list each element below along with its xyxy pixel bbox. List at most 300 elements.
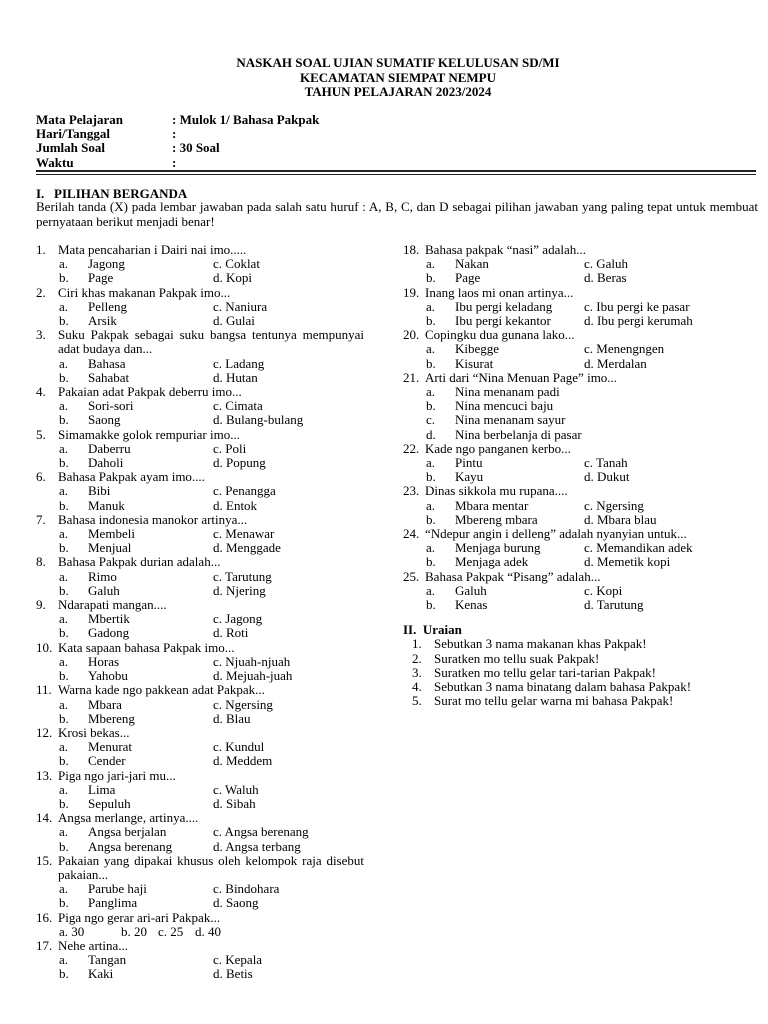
option-b	[426, 470, 584, 484]
option-c: c. Jagong	[213, 611, 263, 627]
option-b	[59, 584, 213, 598]
question-text: Pakaian yang dipakai khusus oleh kelompok raja disebut pakaian...	[58, 852, 364, 882]
option-text: Kenas	[455, 597, 488, 613]
info-value: : 30 Soal	[172, 140, 220, 156]
header-district: KECAMATAN SIEMPAT NEMPU	[300, 69, 496, 85]
option-a	[59, 527, 213, 541]
option-b	[59, 797, 213, 811]
option-letter: b.	[426, 313, 436, 329]
option-d: d. Njering	[213, 582, 266, 598]
option-letter: b.	[59, 540, 69, 556]
option-text: Daholi	[88, 455, 124, 471]
question-item	[36, 641, 364, 684]
option-a	[59, 783, 213, 797]
option-text: Rimo	[88, 568, 117, 584]
question-text: Bahasa indonesia manokor artinya...	[58, 511, 248, 527]
option-text: Angsa berenang	[88, 838, 173, 854]
question-number: 14.	[36, 810, 53, 826]
header-title: NASKAH SOAL UJIAN SUMATIF KELULUSAN SD/MI	[236, 55, 560, 70]
option-d: d. Popung	[213, 455, 266, 471]
option-text: Menjual	[88, 540, 132, 556]
option-letter: b.	[426, 597, 436, 613]
info-label: Waktu	[36, 154, 74, 170]
option-letter: a.	[59, 526, 69, 542]
option-text: Membeli	[88, 526, 135, 542]
question-text: Piga ngo gerar ari-ari Pakpak...	[58, 909, 221, 925]
option-letter: a.	[59, 781, 69, 797]
option-letter: a.	[426, 497, 436, 513]
option-b	[426, 271, 584, 285]
option-c: c. Kopi	[584, 582, 623, 598]
question-line	[403, 570, 730, 584]
option-a	[59, 300, 213, 314]
question-number: 2.	[36, 284, 46, 300]
question-text: Ndarapati mangan....	[58, 597, 167, 613]
option-b	[426, 598, 584, 612]
info-label: Mata Pelajaran	[36, 112, 124, 127]
info-row	[36, 141, 319, 155]
question-number: 4.	[36, 384, 46, 400]
option-c: c. Ladang	[213, 355, 265, 371]
option-letter: a.	[59, 653, 69, 669]
questions-column-right	[403, 243, 730, 709]
option-text: Panglima	[88, 895, 138, 911]
option-a	[59, 357, 213, 371]
option-d: d. Gulai	[213, 313, 255, 329]
option-c: c. Galuh	[584, 256, 629, 272]
option-letter: b.	[59, 895, 69, 911]
option-letter: b.	[59, 795, 69, 811]
question-text: Simamakke golok rempuriar imo...	[58, 426, 240, 442]
question-number: 8.	[36, 554, 46, 570]
option-d: d. Meddem	[213, 753, 273, 769]
option-c: c. Kundul	[213, 739, 265, 755]
option-c: c. Kepala	[213, 952, 263, 968]
option-c: c. Penangga	[213, 483, 276, 499]
question-item	[403, 570, 730, 613]
question-text: Nehe artina...	[58, 937, 129, 953]
option-letter: a.	[426, 341, 436, 357]
info-value: :	[172, 126, 177, 142]
option-text: Nina menanam padi	[455, 384, 560, 400]
option-letter: a.	[426, 582, 436, 598]
info-row	[36, 156, 319, 170]
question-line	[403, 286, 730, 300]
option-text: Ibu pergi keladang	[455, 298, 553, 314]
option-letter: b.	[59, 497, 69, 513]
question-item	[403, 243, 730, 286]
options-grid	[36, 257, 364, 285]
question-item	[36, 769, 364, 812]
option-a	[426, 342, 584, 356]
option-d: d. Memetik kopi	[584, 554, 671, 570]
question-item	[36, 683, 364, 726]
question-text: Copingku dua gunana lako...	[425, 327, 575, 343]
options-grid	[36, 300, 364, 328]
option-d: d. Roti	[213, 625, 249, 641]
option-d: d. Merdalan	[584, 355, 647, 371]
option-letter: a.	[59, 398, 69, 414]
question-number: 16.	[36, 909, 53, 925]
question-item	[36, 286, 364, 329]
option-b	[59, 499, 213, 513]
option	[426, 385, 730, 399]
option-d: d. Beras	[584, 270, 627, 286]
option-letter: b.	[59, 753, 69, 769]
question-number: 9.	[36, 597, 46, 613]
essay-text: Sebutkan 3 nama binatang dalam bahasa Pakpak!	[434, 679, 692, 695]
info-label: Jumlah Soal	[36, 140, 105, 156]
option-d: d. Dukut	[584, 469, 630, 485]
option-text: Mbara mentar	[455, 497, 529, 513]
option-b	[59, 626, 213, 640]
option-b	[59, 271, 213, 285]
option-letter: a.	[59, 483, 69, 499]
question-line	[36, 641, 364, 655]
options-grid	[36, 655, 364, 683]
essay-text: Surat mo tellu gelar warna mi bahasa Pakpak!	[434, 693, 674, 709]
options-grid	[403, 342, 730, 370]
question-text: Angsa merlange, artinya....	[58, 810, 199, 826]
question-number: 24.	[403, 526, 420, 542]
question-text: Bahasa Pakpak durian adalah...	[58, 554, 221, 570]
option-text: Sahabat	[88, 369, 130, 385]
option-text: Page	[455, 270, 481, 286]
question-number: 6.	[36, 469, 46, 485]
option: d. 40	[195, 923, 221, 939]
option-letter: a.	[59, 298, 69, 314]
option-c: c. Menawar	[213, 526, 275, 542]
question-text: Arti dari “Nina Menuan Page” imo...	[425, 369, 618, 385]
option: a. 30	[59, 923, 85, 939]
options-inline	[36, 925, 364, 939]
question-text: Piga ngo jari-jari mu...	[58, 767, 176, 783]
option-text: Menjaga burung	[455, 540, 541, 556]
option-letter: c.	[426, 412, 436, 428]
essay-number: 1.	[412, 636, 422, 652]
options-grid	[36, 612, 364, 640]
option-text: Manuk	[88, 497, 125, 513]
option-letter: b.	[59, 313, 69, 329]
options-list	[403, 385, 730, 442]
info-row	[36, 127, 319, 141]
essay-section-title: II. Uraian	[403, 622, 462, 638]
option-text: Horas	[88, 653, 120, 669]
options-grid	[36, 484, 364, 512]
question-text: Bahasa pakpak “nasi” adalah...	[425, 242, 586, 257]
question-item	[36, 328, 364, 385]
option-letter: a.	[59, 881, 69, 897]
option-letter: a.	[59, 824, 69, 840]
option	[426, 428, 730, 442]
option-b	[59, 456, 213, 470]
question-line	[36, 243, 364, 257]
option-d: d. Mejuah-juah	[213, 668, 293, 684]
question-text: Bahasa Pakpak “Pisang” adalah...	[425, 568, 601, 584]
option-c: c. Ngersing	[584, 497, 644, 513]
question-line	[36, 811, 364, 825]
option	[426, 399, 730, 413]
option-text: Kisurat	[455, 355, 494, 371]
option-letter: a.	[426, 455, 436, 471]
options-grid	[403, 499, 730, 527]
option-d: d. Angsa terbang	[213, 838, 301, 854]
question-item	[36, 939, 364, 982]
question-number: 12.	[36, 724, 53, 740]
option-letter: b.	[426, 554, 436, 570]
instructions: Berilah tanda (X) pada lembar jawaban pada salah satu huruf : A, B, C, dan D sebagai pilihan jawaban yang paling tepat untuk membuat pernyataan berikut menjadi benar!	[36, 199, 758, 229]
option-c: c. Tarutung	[213, 568, 272, 584]
option-text: Lima	[88, 781, 116, 797]
option-d: d. Kopi	[213, 270, 252, 286]
essay-number: 4.	[412, 679, 422, 695]
questions-column-left	[36, 243, 364, 982]
essay-number: 3.	[412, 664, 422, 680]
option-d: d. Mbara blau	[584, 511, 657, 527]
option-letter: a.	[59, 611, 69, 627]
option-text: Menurat	[88, 739, 133, 755]
option-text: Menjaga adek	[455, 554, 529, 570]
question-item	[403, 484, 730, 527]
option-b	[59, 754, 213, 768]
option-letter: a.	[426, 256, 436, 272]
divider	[36, 170, 756, 172]
option-text: Nina menanam sayur	[455, 412, 566, 428]
option-c: c. Bindohara	[213, 881, 280, 897]
question-number: 10.	[36, 639, 53, 655]
question-item	[403, 286, 730, 329]
question-line	[403, 328, 730, 342]
option-a	[426, 257, 584, 271]
option-letter: a.	[426, 298, 436, 314]
option-b	[59, 541, 213, 555]
option-text: Nina berbelanja di pasar	[455, 426, 582, 442]
options-grid	[36, 527, 364, 555]
option-b	[59, 967, 213, 981]
essay-item	[403, 652, 730, 666]
option-b	[426, 513, 584, 527]
essay-item	[403, 680, 730, 694]
essay-text: Suratken mo tellu gelar tari-tarian Pakpak!	[434, 664, 657, 680]
option-a	[59, 257, 213, 271]
options-grid	[403, 257, 730, 285]
option-text: Angsa berjalan	[88, 824, 167, 840]
option-letter: a.	[426, 540, 436, 556]
question-line	[36, 598, 364, 612]
option-c: c. Njuah-njuah	[213, 653, 291, 669]
question-text: Kata sapaan bahasa Pakpak imo...	[58, 639, 235, 655]
option-d: d. Blau	[213, 710, 251, 726]
option-letter: b.	[426, 270, 436, 286]
option-text: Kaki	[88, 966, 114, 982]
options-grid	[36, 570, 364, 598]
option-letter: a.	[59, 355, 69, 371]
option-letter: b.	[59, 412, 69, 428]
option-text: Nina mencuci baju	[455, 398, 554, 414]
option-text: Mbertik	[88, 611, 130, 627]
option-letter: b.	[59, 455, 69, 471]
option-text: Mbereng mbara	[455, 511, 538, 527]
essay-item	[403, 637, 730, 651]
option-c: c. Tanah	[584, 455, 628, 471]
option-d: d. Ibu pergi kerumah	[584, 313, 693, 329]
option-letter: a.	[59, 739, 69, 755]
question-number: 18.	[403, 242, 420, 257]
divider	[36, 174, 756, 175]
option-b	[59, 712, 213, 726]
option-c: c. Poli	[213, 440, 247, 456]
question-item	[403, 442, 730, 485]
option-b	[59, 896, 213, 910]
option-text: Mbereng	[88, 710, 135, 726]
question-number: 25.	[403, 568, 420, 584]
option-text: Pelleng	[88, 298, 127, 314]
option-d: d. Betis	[213, 966, 253, 982]
option-text: Cender	[88, 753, 126, 769]
option-letter: a.	[59, 568, 69, 584]
option-text: Galuh	[88, 582, 120, 598]
question-text: Kade ngo panganen kerbo...	[425, 440, 571, 456]
option-d: d. Menggade	[213, 540, 281, 556]
option: b. 20	[121, 923, 147, 939]
option-letter: d.	[426, 426, 436, 442]
question-line	[36, 726, 364, 740]
option-a	[59, 442, 213, 456]
info-value: :	[172, 154, 177, 170]
option-text: Kayu	[455, 469, 484, 485]
options-grid	[36, 882, 364, 910]
options-grid	[36, 698, 364, 726]
option-letter: b.	[426, 469, 436, 485]
option-c: c. Naniura	[213, 298, 268, 314]
question-item	[36, 385, 364, 428]
info-row	[36, 113, 319, 127]
option-letter: a.	[59, 440, 69, 456]
option-letter: b.	[59, 668, 69, 684]
question-text: “Ndepur angin i delleng” adalah nyanyian untuk...	[425, 526, 687, 542]
question-number: 20.	[403, 327, 420, 343]
section-title: I. PILIHAN BERGANDA	[36, 186, 188, 201]
option-text: Bahasa	[88, 355, 126, 371]
option-text: Arsik	[88, 313, 117, 329]
option-text: Bibi	[88, 483, 111, 499]
option-b	[426, 314, 584, 328]
option-text: Ibu pergi kekantor	[455, 313, 551, 329]
question-line	[36, 911, 364, 925]
option-a	[59, 698, 213, 712]
option-a	[426, 456, 584, 470]
question-line	[403, 442, 730, 456]
option-letter: a.	[59, 256, 69, 272]
question-number: 5.	[36, 426, 46, 442]
option	[426, 413, 730, 427]
option-letter: b.	[59, 270, 69, 286]
options-grid	[36, 783, 364, 811]
option-letter: b.	[426, 511, 436, 527]
question-text: Krosi bekas...	[58, 724, 130, 740]
option-d: d. Entok	[213, 497, 258, 513]
option-text: Sori-sori	[88, 398, 134, 414]
question-number: 15.	[36, 852, 53, 868]
question-item	[36, 911, 364, 939]
option-a	[59, 740, 213, 754]
essay-item	[403, 666, 730, 680]
option-letter: b.	[59, 582, 69, 598]
question-line	[36, 769, 364, 783]
question-item	[36, 513, 364, 556]
option-letter: a.	[426, 384, 436, 400]
question-text: Ciri khas makanan Pakpak imo...	[58, 284, 231, 300]
question-line	[36, 939, 364, 953]
option-c: c. Menengngen	[584, 341, 665, 357]
options-grid	[36, 399, 364, 427]
option-a	[426, 300, 584, 314]
header-year: TAHUN PELAJARAN 2023/2024	[304, 84, 492, 99]
question-number: 13.	[36, 767, 53, 783]
option-c: c. Memandikan adek	[584, 540, 693, 556]
option-text: Kibegge	[455, 341, 500, 357]
question-text: Mata pencaharian i Dairi nai imo.....	[58, 242, 247, 257]
question-item	[36, 555, 364, 598]
question-item	[403, 527, 730, 570]
question-item	[36, 811, 364, 854]
option-c: c. Cimata	[213, 398, 263, 414]
option-letter: b.	[426, 398, 436, 414]
options-grid	[36, 357, 364, 385]
question-text: Pakaian adat Pakpak deberru imo...	[58, 384, 242, 400]
option-c: c. Waluh	[213, 781, 259, 797]
options-grid	[403, 300, 730, 328]
option-a	[426, 499, 584, 513]
option-a	[59, 570, 213, 584]
question-text: Bahasa Pakpak ayam imo....	[58, 469, 205, 485]
option-letter: b.	[59, 966, 69, 982]
question-number: 19.	[403, 284, 420, 300]
options-grid	[403, 584, 730, 612]
question-text: Dinas sikkola mu rupana....	[425, 483, 568, 499]
option: c. 25	[158, 923, 184, 939]
question-line	[403, 484, 730, 498]
option-text: Galuh	[455, 582, 487, 598]
option-letter: a.	[59, 952, 69, 968]
option-text: Daberru	[88, 440, 131, 456]
option-text: Tangan	[88, 952, 127, 968]
option-letter: b.	[59, 838, 69, 854]
question-line	[36, 854, 364, 882]
question-number: 23.	[403, 483, 420, 499]
question-line	[36, 428, 364, 442]
option-text: Yahobu	[88, 668, 128, 684]
option-b	[59, 371, 213, 385]
options-grid	[403, 541, 730, 569]
option-text: Nakan	[455, 256, 489, 272]
question-text: Warna kade ngo pakkean adat Pakpak...	[58, 682, 265, 698]
question-number: 3.	[36, 327, 46, 343]
info-label: Hari/Tanggal	[36, 126, 110, 142]
question-number: 21.	[403, 369, 420, 385]
question-number: 7.	[36, 511, 46, 527]
question-line	[36, 328, 364, 356]
question-item	[403, 328, 730, 371]
option-letter: a.	[59, 696, 69, 712]
question-line	[36, 385, 364, 399]
option-a	[59, 655, 213, 669]
option-c: c. Angsa berenang	[213, 824, 309, 840]
option-a	[59, 882, 213, 896]
essay-number: 5.	[412, 693, 422, 709]
option-c: c. Ibu pergi ke pasar	[584, 298, 690, 314]
option-d: d. Sibah	[213, 795, 256, 811]
